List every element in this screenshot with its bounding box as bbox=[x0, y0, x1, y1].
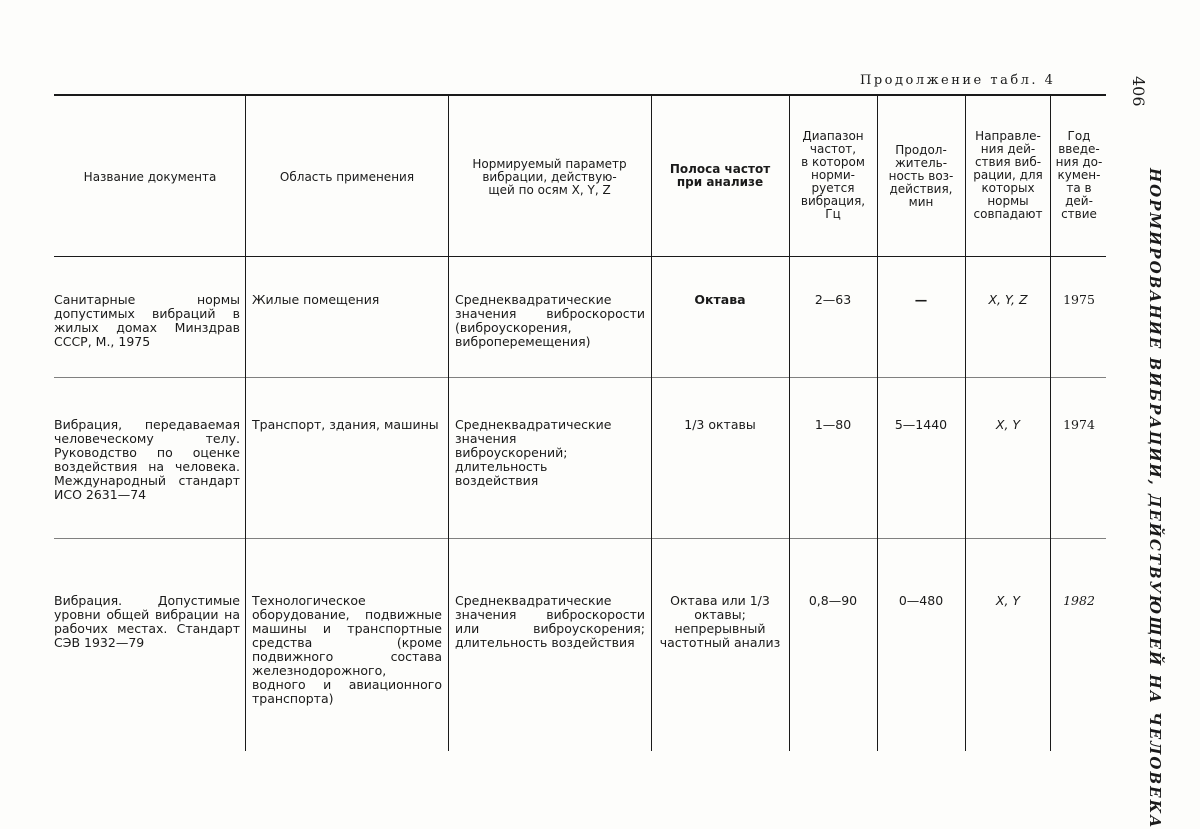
table-row-1-doc: Санитарные нормы допустимых вибраций в жилых домах Минздрав СССР, М., 1975 bbox=[54, 292, 240, 349]
table-row-2-range: 1—80 bbox=[814, 417, 852, 432]
column-divider bbox=[448, 96, 449, 751]
table-row-3-band: Октава или 1/3 октавы; непрерывный частотный анализ bbox=[659, 593, 781, 650]
table-row-3-year: 1982 bbox=[1063, 593, 1095, 608]
table-top-rule bbox=[54, 94, 1106, 96]
table-row-1-direction: X, Y, Z bbox=[988, 292, 1028, 307]
column-divider bbox=[1050, 96, 1051, 751]
table-row-1-param: Среднеквадратические значения виброскорости (виброускорения, виброперемещения) bbox=[455, 292, 645, 349]
header-param: Нормируемый параметр вибрации, действую- щей по осям X, Y, Z bbox=[472, 157, 627, 197]
table-row-3-range: 0,8—90 bbox=[808, 593, 858, 608]
table-row-2-area: Транспорт, здания, машины bbox=[252, 417, 439, 432]
table-row-2-doc: Вибрация, передаваемая человеческому телу. Руководство по оценке воздействия на человека. Международный стандарт ИСО 2631—74 bbox=[54, 417, 240, 502]
table-row-3-doc: Вибрация. Допустимые уровни общей вибрации на рабочих местах. Стандарт СЭВ 1932—79 bbox=[54, 593, 240, 650]
row-divider bbox=[54, 377, 1106, 378]
column-divider bbox=[651, 96, 652, 751]
column-divider bbox=[877, 96, 878, 751]
column-divider bbox=[789, 96, 790, 751]
table-row-3-direction: X, Y bbox=[995, 593, 1021, 608]
header-doc-name: Название документа bbox=[83, 170, 217, 184]
running-title: НОРМИРОВАНИЕ ВИБРАЦИИ, ДЕЙСТВУЮЩЕЙ НА ЧЕЛОВЕКА bbox=[1146, 168, 1164, 829]
header-year: Год введе- ния до- кумен- та в дей- ствие bbox=[1055, 129, 1103, 221]
table-row-2-direction: X, Y bbox=[995, 417, 1021, 432]
table-row-3-param: Среднеквадратические значения виброскорости или виброускорения; длительность воздействия bbox=[455, 593, 645, 650]
header-bottom-rule bbox=[54, 256, 1106, 257]
table-row-1-duration: — bbox=[914, 292, 928, 307]
table-row-1-area: Жилые помещения bbox=[252, 292, 380, 307]
table-row-2-year: 1974 bbox=[1063, 417, 1095, 432]
column-divider bbox=[245, 96, 246, 751]
page-number: 406 bbox=[1129, 76, 1148, 107]
header-duration: Продол- житель- ность воз- действия, мин bbox=[888, 143, 954, 209]
column-divider bbox=[965, 96, 966, 751]
table-row-2-param: Среднеквадратические значения виброускорений; длительность воздействия bbox=[455, 417, 612, 488]
table-row-1-year: 1975 bbox=[1063, 292, 1095, 307]
table-row-3-area: Технологическое оборудование, подвижные машины и транспортные средства (кроме подвижного состава железнодорожного, водного и авиационного транспорта) bbox=[252, 593, 442, 706]
header-direction: Направле- ния дей- ствия виб- рации, для которых нормы совпадают bbox=[973, 129, 1043, 221]
table-row-1-band: Октава bbox=[694, 292, 746, 307]
header-band: Полоса частот при анализе bbox=[669, 162, 771, 189]
row-divider bbox=[54, 538, 1106, 539]
table-row-2-band: 1/3 октавы bbox=[684, 417, 756, 432]
table-row-2-duration: 5—1440 bbox=[894, 417, 948, 432]
header-range: Диапазон частот, в котором норми- руется вибрация, Гц bbox=[800, 129, 866, 221]
header-area: Область применения bbox=[279, 170, 415, 184]
table-row-1-range: 2—63 bbox=[814, 292, 852, 307]
table-caption: Продолжение табл. 4 bbox=[860, 73, 1056, 88]
table-row-3-duration: 0—480 bbox=[898, 593, 944, 608]
